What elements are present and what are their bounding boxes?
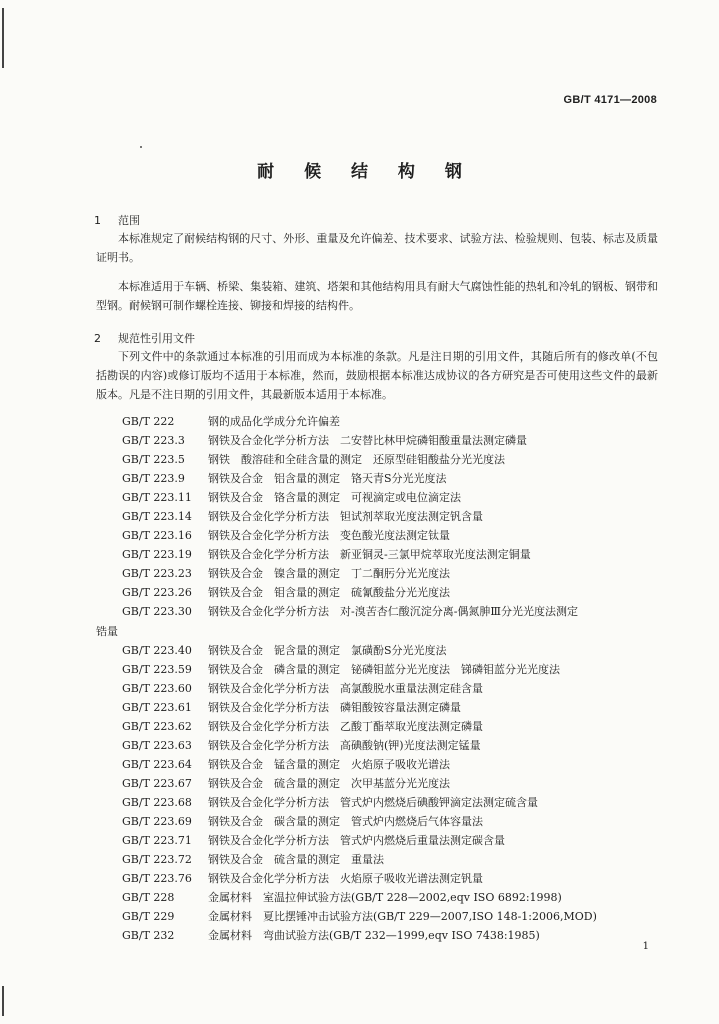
reference-title: 钢铁及合金 碳含量的测定 管式炉内燃烧后气体容量法 bbox=[208, 814, 483, 828]
reference-item bbox=[96, 622, 666, 641]
section-number: 2 bbox=[94, 332, 101, 345]
reference-title: 金属材料 夏比摆锤冲击试验方法(GB/T 229—2007,ISO 148-1:2006,MOD) bbox=[208, 910, 597, 924]
reference-item bbox=[96, 793, 666, 812]
reference-item bbox=[96, 641, 666, 660]
reference-title: 钢铁及合金化学分析方法 高碘酸钠(钾)光度法测定锰量 bbox=[208, 738, 481, 752]
reference-title: 钢铁及合金化学分析方法 对-溴苦杏仁酸沉淀分离-偶氮胂Ⅲ分光光度法测定 bbox=[208, 605, 579, 619]
reference-title: 钢铁及合金化学分析方法 管式炉内燃烧后重量法测定碳含量 bbox=[208, 834, 505, 848]
reference-item bbox=[96, 469, 666, 488]
reference-code: GB/T 232 bbox=[122, 929, 175, 943]
reference-code: GB/T 223.63 bbox=[122, 738, 192, 752]
reference-item bbox=[96, 907, 666, 926]
reference-title: 钢铁及合金化学分析方法 火焰原子吸收光谱法测定钒量 bbox=[208, 872, 483, 886]
reference-title: 金属材料 室温拉伸试验方法(GB/T 228—2002,eqv ISO 6892:1998) bbox=[208, 891, 562, 905]
reference-code: GB/T 223.69 bbox=[122, 814, 192, 828]
reference-code: GB/T 223.19 bbox=[122, 548, 192, 562]
reference-code: GB/T 223.5 bbox=[122, 453, 185, 467]
reference-code: GB/T 223.23 bbox=[122, 567, 192, 581]
reference-item bbox=[96, 431, 666, 450]
section-1-heading bbox=[94, 212, 140, 228]
reference-item bbox=[96, 679, 666, 698]
reference-item bbox=[96, 488, 666, 507]
reference-code: GB/T 222 bbox=[122, 415, 175, 428]
reference-code: GB/T 223.61 bbox=[122, 700, 192, 714]
section-2-heading bbox=[94, 330, 195, 346]
document-title: 耐 候 结 构 钢 bbox=[257, 162, 474, 182]
reference-item bbox=[96, 774, 666, 793]
reference-item bbox=[96, 812, 666, 831]
reference-code: GB/T 223.30 bbox=[122, 605, 192, 619]
reference-code: GB/T 223.62 bbox=[122, 719, 192, 733]
reference-code: GB/T 223.14 bbox=[122, 510, 192, 524]
reference-code: GB/T 223.59 bbox=[122, 662, 192, 676]
reference-title: 钢铁 酸溶硅和全硅含量的测定 还原型硅钼酸盐分光光度法 bbox=[208, 453, 505, 467]
scan-edge-mark bbox=[2, 986, 4, 1016]
scope-paragraph-1: 本标准规定了耐候结构钢的尺寸、外形、重量及允许偏差、技术要求、试验方法、检验规则、包装、标志及质量证明书。 bbox=[96, 232, 658, 264]
reference-list bbox=[96, 412, 666, 945]
reference-title: 钢铁及合金化学分析方法 磷钼酸铵容量法测定磷量 bbox=[208, 700, 461, 714]
scan-edge-mark bbox=[2, 8, 4, 68]
reference-item bbox=[96, 564, 666, 583]
reference-title: 金属材料 弯曲试验方法(GB/T 232—1999,eqv ISO 7438:1985) bbox=[208, 929, 540, 943]
reference-title: 钢铁及合金化学分析方法 变色酸光度法测定钛量 bbox=[208, 529, 450, 543]
reference-item bbox=[96, 412, 666, 431]
reference-title: 钢铁及合金 磷含量的测定 铋磷钼蓝分光光度法 锑磷钼蓝分光光度法 bbox=[208, 662, 560, 676]
reference-code: GB/T 228 bbox=[122, 891, 175, 905]
reference-title: 钢铁及合金 锰含量的测定 火焰原子吸收光谱法 bbox=[208, 757, 450, 771]
reference-item bbox=[96, 888, 666, 907]
section-title: 范围 bbox=[118, 214, 140, 227]
reference-title: 钢的成品化学成分允许偏差 bbox=[208, 415, 340, 428]
reference-item bbox=[96, 717, 666, 736]
page-number: 1 bbox=[642, 941, 649, 952]
reference-code: GB/T 223.71 bbox=[122, 834, 192, 848]
reference-title: 钢铁及合金化学分析方法 新亚铜灵-三氯甲烷萃取光度法测定铜量 bbox=[208, 548, 531, 562]
reference-code: GB/T 223.40 bbox=[122, 643, 192, 657]
reference-item bbox=[96, 526, 666, 545]
reference-item bbox=[96, 831, 666, 850]
reference-code: GB/T 223.11 bbox=[122, 491, 192, 505]
section-title: 规范性引用文件 bbox=[118, 332, 195, 345]
section-number: 1 bbox=[94, 214, 101, 227]
standard-code: GB/T 4171—2008 bbox=[563, 94, 657, 106]
reference-title: 钢铁及合金 铌含量的测定 氯磺酚S分光光度法 bbox=[208, 643, 447, 657]
reference-item bbox=[96, 450, 666, 469]
references-intro: 下列文件中的条款通过本标准的引用而成为本标准的条款。凡是注日期的引用文件，其随后所有的修改单(不包括勘误的内容)或修订版均不适用于本标准，然而，鼓励根据本标准达成协议的各方研究是否可使用这些文件的最新版本。凡是不注日期的引用文件，其最新版本适用于本标准。 bbox=[96, 350, 658, 401]
reference-title: 钢铁及合金 钼含量的测定 硫氰酸盐分光光度法 bbox=[208, 586, 450, 600]
reference-code: GB/T 223.9 bbox=[122, 472, 185, 486]
reference-item bbox=[96, 736, 666, 755]
reference-title: 钢铁及合金 硫含量的测定 次甲基蓝分光光度法 bbox=[208, 776, 450, 790]
reference-code: GB/T 223.60 bbox=[122, 681, 192, 695]
reference-code: GB/T 229 bbox=[122, 910, 175, 924]
scan-speck bbox=[140, 146, 142, 148]
reference-title: 钢铁及合金 硫含量的测定 重量法 bbox=[208, 853, 384, 867]
reference-item bbox=[96, 755, 666, 774]
reference-item bbox=[96, 602, 666, 621]
reference-title: 钢铁及合金化学分析方法 钽试剂萃取光度法测定钒含量 bbox=[208, 510, 483, 524]
reference-code: GB/T 223.67 bbox=[122, 776, 192, 790]
reference-item bbox=[96, 660, 666, 679]
reference-code: GB/T 223.64 bbox=[122, 757, 192, 771]
reference-title: 钢铁及合金化学分析方法 管式炉内燃烧后碘酸钾滴定法测定硫含量 bbox=[208, 795, 538, 809]
scope-paragraph-2: 本标准适用于车辆、桥梁、集装箱、建筑、塔架和其他结构用具有耐大气腐蚀性能的热轧和冷轧的钢板、钢带和型钢。耐候钢可制作螺栓连接、铆接和焊接的结构件。 bbox=[96, 280, 658, 312]
reference-title: 钢铁及合金 镍含量的测定 丁二酮肟分光光度法 bbox=[208, 567, 450, 581]
reference-item bbox=[96, 545, 666, 564]
reference-item bbox=[96, 869, 666, 888]
reference-title: 钢铁及合金化学分析方法 高氯酸脱水重量法测定硅含量 bbox=[208, 681, 483, 695]
reference-item bbox=[96, 583, 666, 602]
reference-item bbox=[96, 850, 666, 869]
reference-title: 钢铁及合金 铝含量的测定 铬天青S分光光度法 bbox=[208, 472, 447, 486]
reference-title: 锆量 bbox=[96, 624, 118, 638]
reference-item bbox=[96, 698, 666, 717]
reference-code: GB/T 223.26 bbox=[122, 586, 192, 600]
reference-code: GB/T 223.72 bbox=[122, 853, 192, 867]
reference-code: GB/T 223.68 bbox=[122, 795, 192, 809]
reference-item bbox=[96, 926, 666, 945]
reference-item bbox=[96, 507, 666, 526]
reference-code: GB/T 223.76 bbox=[122, 872, 192, 886]
reference-title: 钢铁及合金 铬含量的测定 可视滴定或电位滴定法 bbox=[208, 491, 461, 505]
reference-title: 钢铁及合金化学分析方法 乙酸丁酯萃取光度法测定磷量 bbox=[208, 719, 483, 733]
reference-code: GB/T 223.3 bbox=[122, 434, 185, 448]
reference-title: 钢铁及合金化学分析方法 二安替比林甲烷磷钼酸重量法测定磷量 bbox=[208, 434, 527, 448]
reference-code: GB/T 223.16 bbox=[122, 529, 192, 543]
